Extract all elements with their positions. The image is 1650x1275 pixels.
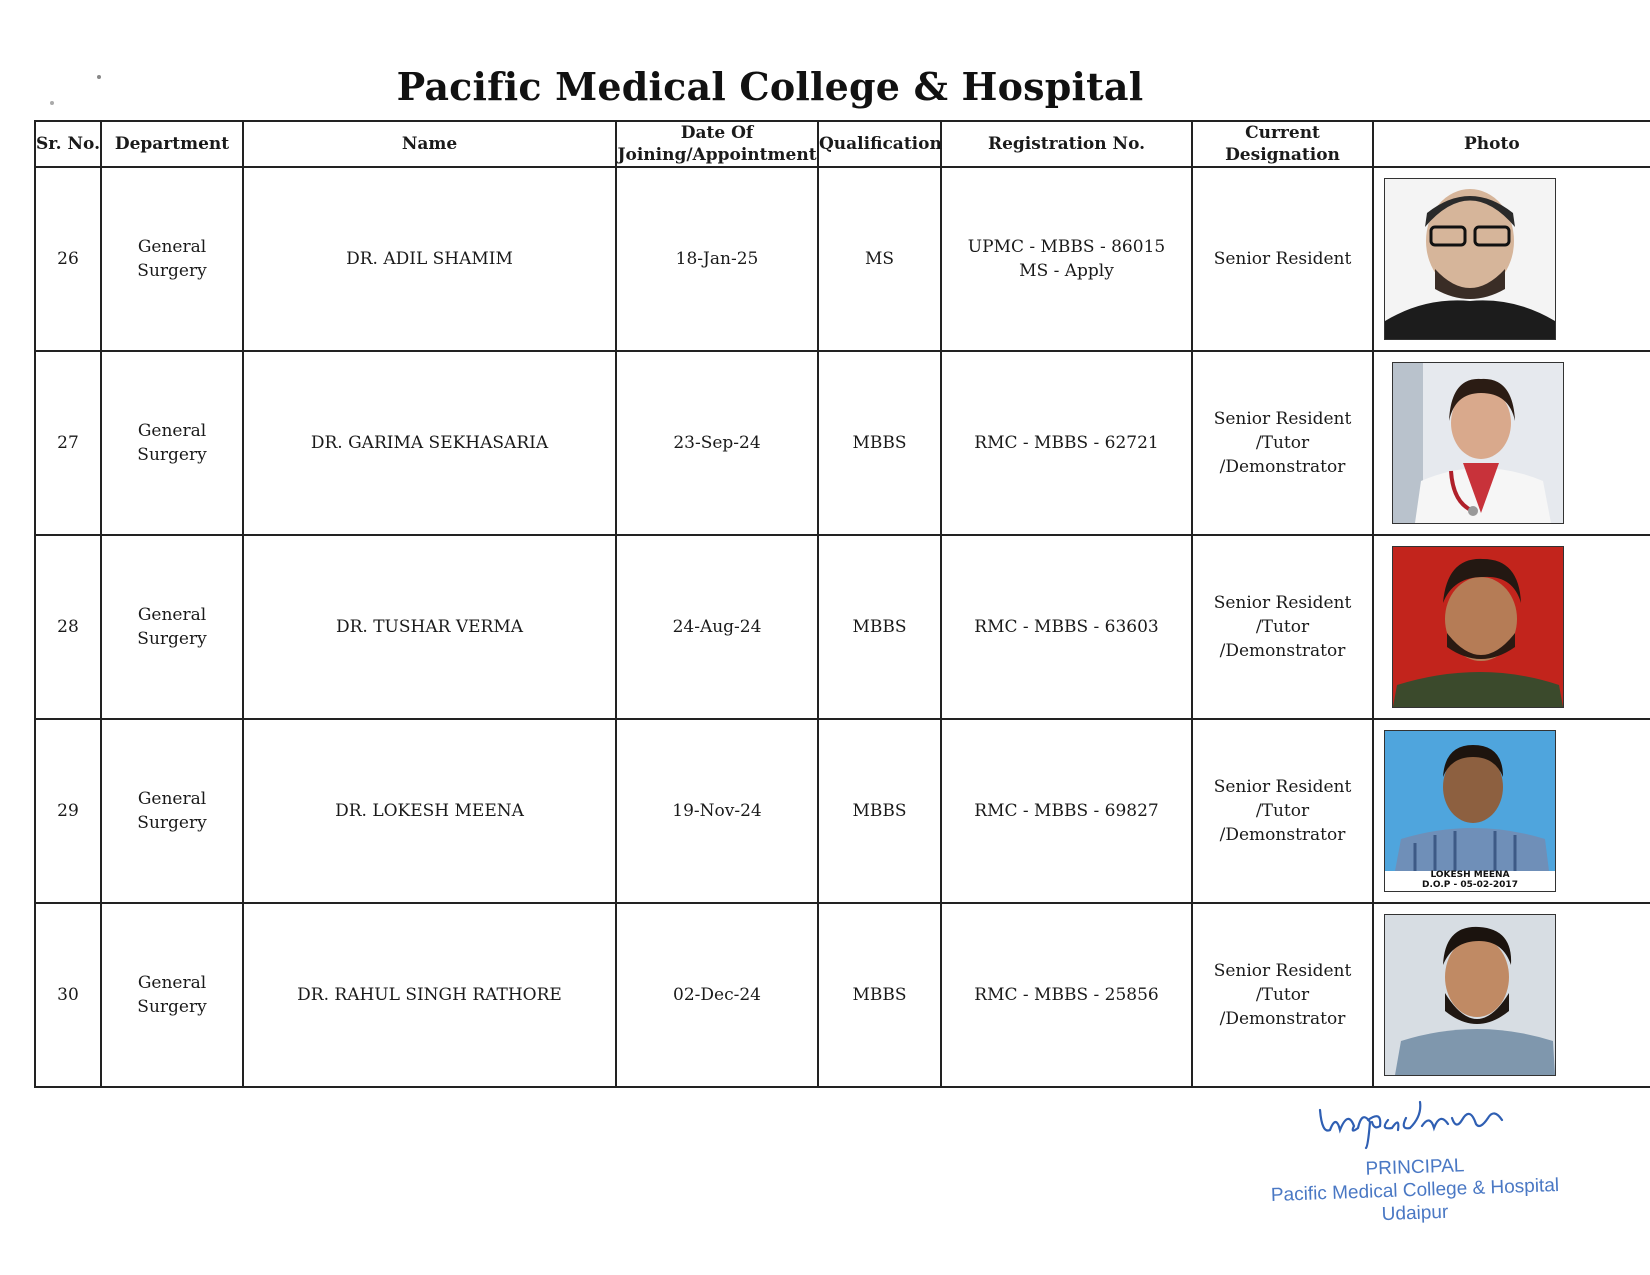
- header-sr-no: Sr. No.: [35, 121, 101, 167]
- cell-photo: [1373, 167, 1650, 351]
- cell-designation: [1192, 351, 1373, 535]
- header-qualification: Qualification: [818, 121, 941, 167]
- registration-line: RMC - MBBS - 63603: [974, 617, 1159, 637]
- cell-name: DR. RAHUL SINGH RATHORE: [243, 903, 616, 1087]
- table-row: [35, 719, 1650, 903]
- header-registration: Registration No.: [941, 121, 1192, 167]
- designation-line: /Tutor: [1255, 801, 1310, 821]
- staff-table: [34, 120, 1650, 1088]
- cell-qualification: MBBS: [818, 719, 941, 903]
- cell-photo: [1373, 719, 1650, 903]
- designation-line: /Demonstrator: [1219, 1009, 1346, 1029]
- cell-registration: [941, 351, 1192, 535]
- signature-icon: [1310, 1090, 1520, 1150]
- page-title: Pacific Medical College & Hospital: [396, 64, 1144, 109]
- designation-line: /Tutor: [1255, 617, 1310, 637]
- cell-registration: [941, 535, 1192, 719]
- registration-line: RMC - MBBS - 62721: [974, 433, 1159, 453]
- cell-qualification: MS: [818, 167, 941, 351]
- header-date-line2: Joining/Appointment: [617, 145, 817, 165]
- cell-designation: [1192, 167, 1373, 351]
- handwritten-signature: [1250, 1090, 1580, 1150]
- cell-date: 19-Nov-24: [616, 719, 818, 903]
- cell-department: General Surgery: [101, 903, 243, 1087]
- cell-name: DR. LOKESH MEENA: [243, 719, 616, 903]
- designation-line: Senior Resident: [1213, 409, 1352, 429]
- cell-date: 18-Jan-25: [616, 167, 818, 351]
- cell-registration: [941, 167, 1192, 351]
- person-portrait-icon: [1385, 731, 1555, 891]
- staff-photo: [1384, 730, 1556, 892]
- designation-line: Senior Resident: [1213, 593, 1352, 613]
- registration-line: RMC - MBBS - 69827: [974, 801, 1159, 821]
- table-row: [35, 167, 1650, 351]
- cell-designation: [1192, 535, 1373, 719]
- cell-photo: [1373, 903, 1650, 1087]
- table-row: [35, 535, 1650, 719]
- header-row: [35, 121, 1650, 167]
- person-portrait-icon: [1385, 915, 1555, 1075]
- cell-sr-no: 29: [35, 719, 101, 903]
- table-row: [35, 903, 1650, 1087]
- cell-name: DR. ADIL SHAMIM: [243, 167, 616, 351]
- designation-line: /Demonstrator: [1219, 825, 1346, 845]
- cell-name: DR. TUSHAR VERMA: [243, 535, 616, 719]
- stamp-city: Udaipur: [1381, 1201, 1449, 1226]
- cell-photo: [1373, 535, 1650, 719]
- cell-qualification: MBBS: [818, 351, 941, 535]
- cell-sr-no: 30: [35, 903, 101, 1087]
- cell-designation: [1192, 903, 1373, 1087]
- cell-qualification: MBBS: [818, 903, 941, 1087]
- designation-line: /Demonstrator: [1219, 457, 1346, 477]
- header-photo: [1373, 121, 1650, 167]
- cell-sr-no: 27: [35, 351, 101, 535]
- designation-line: /Tutor: [1255, 433, 1310, 453]
- cell-designation: [1192, 719, 1373, 903]
- photo-caption-date: D.O.P - 05-02-2017: [1422, 880, 1518, 890]
- registration-line: MS - Apply: [1019, 261, 1114, 281]
- staff-photo: [1384, 178, 1556, 340]
- designation-line: /Demonstrator: [1219, 641, 1346, 661]
- registration-line: UPMC - MBBS - 86015: [967, 237, 1166, 257]
- cell-registration: [941, 903, 1192, 1087]
- registration-line: RMC - MBBS - 25856: [974, 985, 1159, 1005]
- cell-department: General Surgery: [101, 719, 243, 903]
- person-portrait-icon: [1393, 547, 1563, 707]
- principal-signature-stamp: [1250, 1090, 1580, 1225]
- designation-line: Senior Resident: [1213, 777, 1352, 797]
- table-row: [35, 351, 1650, 535]
- designation-line: Senior Resident: [1213, 961, 1352, 981]
- cell-date: 02-Dec-24: [616, 903, 818, 1087]
- header-department: Department: [101, 121, 243, 167]
- photo-caption-name: LOKESH MEENA: [1430, 870, 1510, 880]
- person-portrait-icon: [1393, 363, 1563, 523]
- cell-sr-no: 28: [35, 535, 101, 719]
- staff-photo: [1392, 362, 1564, 524]
- person-portrait-icon: [1385, 179, 1555, 339]
- designation-line: /Tutor: [1255, 985, 1310, 1005]
- cell-date: 23-Sep-24: [616, 351, 818, 535]
- cell-qualification: MBBS: [818, 535, 941, 719]
- cell-registration: [941, 719, 1192, 903]
- cell-photo: [1373, 351, 1650, 535]
- stamp-title: PRINCIPAL: [1365, 1155, 1465, 1180]
- cell-department: General Surgery: [101, 535, 243, 719]
- staff-photo: [1384, 914, 1556, 1076]
- cell-sr-no: 26: [35, 167, 101, 351]
- cell-department: General Surgery: [101, 351, 243, 535]
- header-designation: Current Designation: [1192, 121, 1373, 167]
- staff-photo: [1392, 546, 1564, 708]
- cell-name: DR. GARIMA SEKHASARIA: [243, 351, 616, 535]
- header-date-line1: Date Of: [680, 123, 754, 143]
- cell-department: General Surgery: [101, 167, 243, 351]
- header-photo-label: Photo: [1464, 134, 1520, 154]
- header-date: [616, 121, 818, 167]
- header-name: Name: [243, 121, 616, 167]
- stamp-institution: Pacific Medical College & Hospital: [1270, 1174, 1560, 1207]
- cell-date: 24-Aug-24: [616, 535, 818, 719]
- designation-line: Senior Resident: [1213, 249, 1352, 269]
